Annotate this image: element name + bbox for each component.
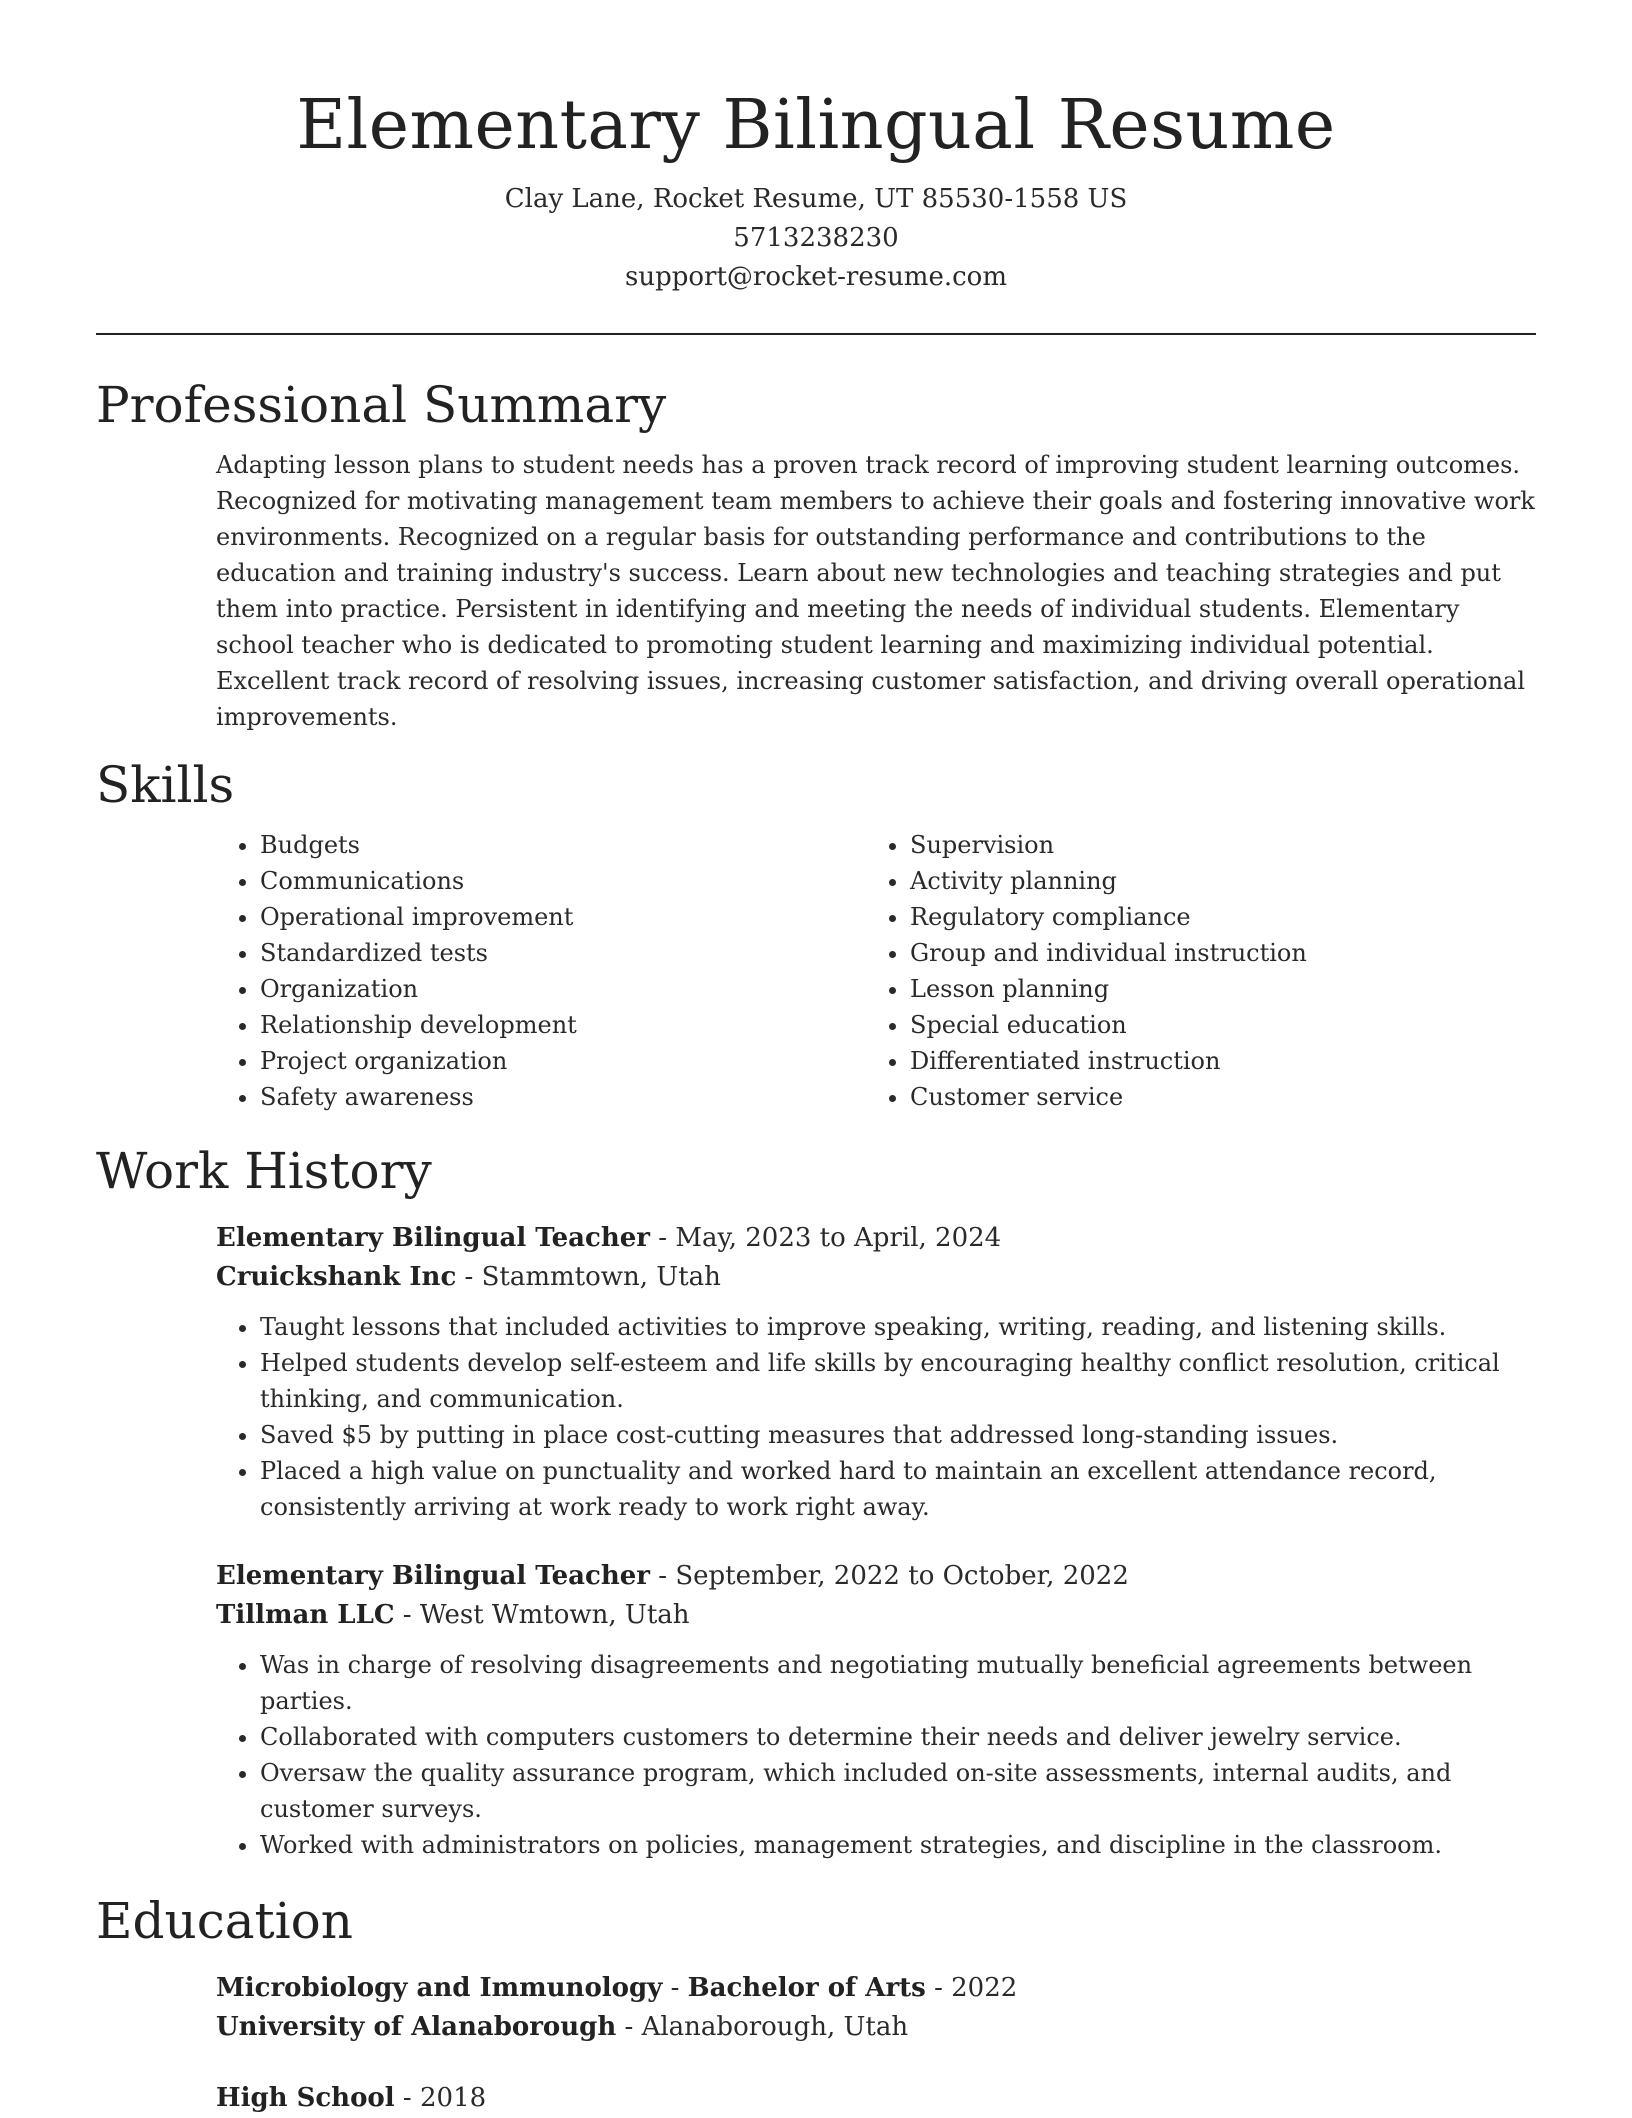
education-entry xyxy=(216,1969,1536,2047)
education-heading: Education xyxy=(96,1892,353,1950)
job-company: Cruickshank Inc xyxy=(216,1262,457,1292)
job-title: Elementary Bilingual Teacher xyxy=(216,1561,651,1591)
job-bullet: • Oversaw the quality assurance program, which included on-site assessments, internal audits, and customer surveys. xyxy=(260,1755,1536,1827)
skill-item: • Regulatory compliance xyxy=(910,899,1516,935)
skill-item: • Safety awareness xyxy=(260,1079,866,1115)
job-company-line xyxy=(216,1258,1536,1297)
job-company-line xyxy=(216,1596,1536,1635)
job-bullet: • Helped students develop self-esteem and life skills by encouraging healthy conflict resolution, critical thinking, and communication. xyxy=(260,1345,1536,1417)
work-history-heading: Work History xyxy=(96,1142,432,1200)
skill-item: • Supervision xyxy=(910,827,1516,863)
skills-grid xyxy=(216,827,1536,1115)
job-bullet: • Was in charge of resolving disagreements and negotiating mutually beneficial agreements between parties. xyxy=(260,1647,1536,1719)
job-bullet: • Collaborated with computers customers to determine their needs and deliver jewelry service. xyxy=(260,1719,1536,1755)
job-bullet: • Saved $5 by putting in place cost-cutting measures that addressed long-standing issues. xyxy=(260,1417,1536,1453)
skill-item: • Activity planning xyxy=(910,863,1516,899)
job-title-line xyxy=(216,1557,1536,1596)
job-bullet: • Taught lessons that included activities to improve speaking, writing, reading, and listening skills. xyxy=(260,1309,1536,1345)
skill-item: • Organization xyxy=(260,971,866,1007)
skill-item: • Operational improvement xyxy=(260,899,866,935)
resume-header xyxy=(96,0,1536,297)
education-degree-line xyxy=(216,2079,1536,2118)
job-entry xyxy=(216,1557,1536,1863)
contact-address: Clay Lane, Rocket Resume, UT 85530-1558 US xyxy=(504,184,1128,214)
skills-column-left xyxy=(216,827,866,1115)
summary-section xyxy=(96,375,1536,735)
job-bullets xyxy=(216,1309,1536,1525)
work-history-section xyxy=(96,1141,1536,1863)
education-entry xyxy=(216,2079,1536,2118)
separator: - xyxy=(394,2083,420,2113)
separator: - xyxy=(650,1561,676,1591)
separator: - xyxy=(650,1223,676,1253)
skill-item: • Relationship development xyxy=(260,1007,866,1043)
separator: - xyxy=(394,1600,420,1630)
job-location: Stammtown, Utah xyxy=(481,1262,721,1292)
education-field: High School xyxy=(216,2083,395,2113)
job-dates: May, 2023 to April, 2024 xyxy=(675,1223,1002,1253)
education-degree: Bachelor of Arts xyxy=(687,1973,926,2003)
header-divider xyxy=(96,333,1536,335)
education-year: 2018 xyxy=(419,2083,487,2113)
skill-item: • Group and individual instruction xyxy=(910,935,1516,971)
job-bullet: • Worked with administrators on policies, management strategies, and discipline in the classroom. xyxy=(260,1827,1536,1863)
skills-column-right xyxy=(866,827,1516,1115)
skill-item: • Special education xyxy=(910,1007,1516,1043)
skill-item: • Lesson planning xyxy=(910,971,1516,1007)
skill-item: • Differentiated instruction xyxy=(910,1043,1516,1079)
education-degree-line xyxy=(216,1969,1536,2008)
education-field: Microbiology and Immunology xyxy=(216,1973,663,2003)
education-year: 2022 xyxy=(951,1973,1018,2003)
summary-text: Adapting lesson plans to student needs has a proven track record of improving student learning outcomes. Recognized for motivating management team members to achieve their goals and fostering innovative work environments. Recognized on a regular basis for outstanding performance and contributions to the education and training industry's success. Learn about new technologies and teaching strategies and put them into practice. Persistent in identifying and meeting the needs of individual students. Elementary school teacher who is dedicated to promoting student learning and maximizing individual potential. Excellent track record of resolving issues, increasing customer satisfaction, and driving overall operational improvements. xyxy=(216,451,1535,731)
contact-block xyxy=(96,180,1536,297)
contact-phone: 5713238230 xyxy=(733,223,899,253)
resume-title: Elementary Bilingual Resume xyxy=(296,86,1336,165)
skill-item: • Budgets xyxy=(260,827,866,863)
job-location: West Wmtown, Utah xyxy=(419,1600,690,1630)
job-title-line xyxy=(216,1219,1536,1258)
skill-item: • Project organization xyxy=(260,1043,866,1079)
contact-email: support@rocket-resume.com xyxy=(624,262,1007,292)
separator: - xyxy=(662,1973,688,2003)
education-location: Alanaborough, Utah xyxy=(641,2012,909,2042)
resume-page xyxy=(96,0,1536,2118)
job-company: Tillman LLC xyxy=(216,1600,395,1630)
education-school-line xyxy=(216,2008,1536,2047)
separator: - xyxy=(925,1973,952,2003)
skill-item: • Customer service xyxy=(910,1079,1516,1115)
education-section xyxy=(96,1891,1536,2118)
skill-item: • Communications xyxy=(260,863,866,899)
skill-item: • Standardized tests xyxy=(260,935,866,971)
job-dates: September, 2022 to October, 2022 xyxy=(675,1561,1129,1591)
job-bullets xyxy=(216,1647,1536,1863)
separator: - xyxy=(456,1262,482,1292)
skills-section xyxy=(96,755,1536,1115)
education-school: University of Alanaborough xyxy=(216,2012,617,2042)
skills-heading: Skills xyxy=(96,756,235,814)
separator: - xyxy=(616,2012,642,2042)
job-entry xyxy=(216,1219,1536,1525)
job-title: Elementary Bilingual Teacher xyxy=(216,1223,651,1253)
job-bullet: • Placed a high value on punctuality and worked hard to maintain an excellent attendance record, consistently arriving at work ready to work right away. xyxy=(260,1453,1536,1525)
summary-heading: Professional Summary xyxy=(96,376,667,434)
